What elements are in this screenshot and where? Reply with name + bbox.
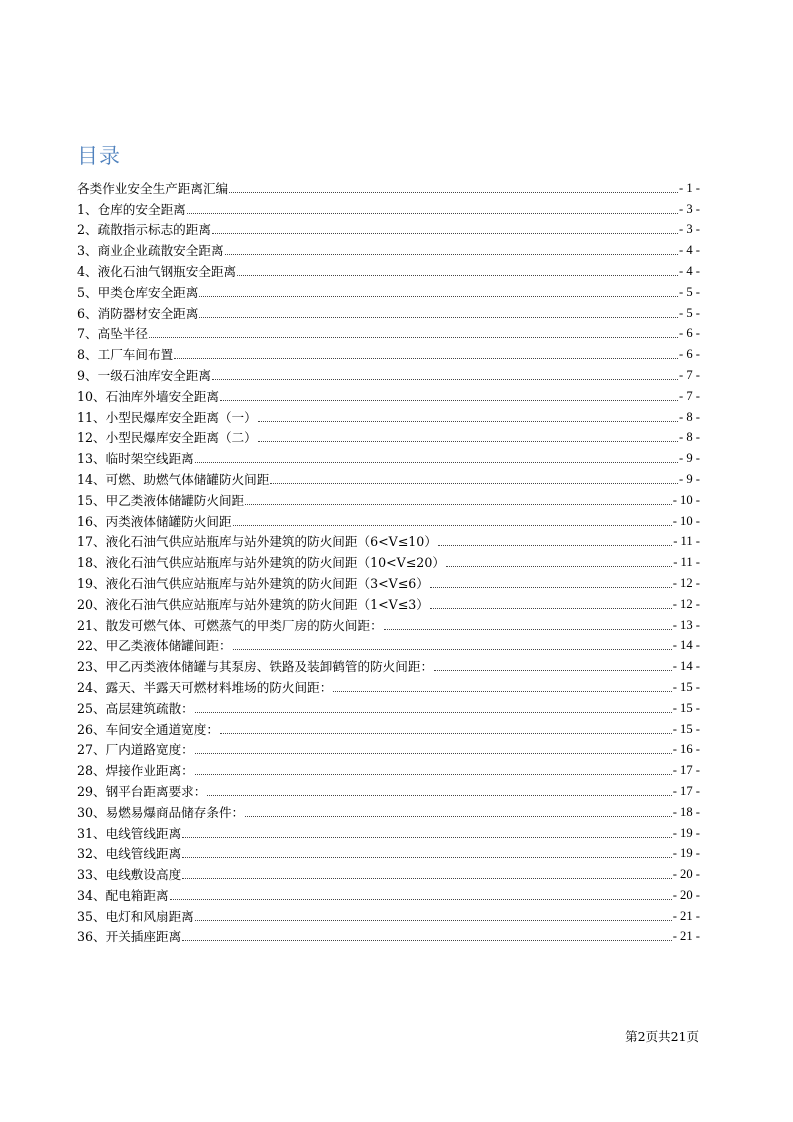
toc-entry-text: 13、临时架空线距离 (77, 451, 194, 467)
toc-dot-leader (446, 565, 672, 567)
toc-dot-leader (182, 836, 672, 838)
toc-title: 目录 (77, 144, 121, 168)
toc-page-number: - 8 - (679, 409, 700, 424)
toc-entry[interactable] (77, 674, 700, 695)
toc-dot-leader (258, 420, 678, 422)
toc-page-number: - 12 - (672, 596, 700, 611)
toc-entry[interactable] (77, 383, 700, 404)
toc-dot-leader (149, 336, 678, 338)
toc-entry[interactable] (77, 549, 700, 570)
toc-dot-leader (195, 752, 672, 754)
toc-entry[interactable] (77, 466, 700, 487)
toc-page-number: - 15 - (672, 721, 700, 736)
toc-entry-text: 20、液化石油气供应站瓶库与站外建筑的防火间距（1<V≤3） (77, 596, 429, 612)
toc-entry-text: 8、工厂车间布置 (77, 347, 174, 363)
toc-entry[interactable] (77, 778, 700, 799)
toc-entry[interactable] (77, 695, 700, 716)
toc-entry-text: 35、电灯和风扇距离 (77, 908, 194, 924)
toc-entry-text: 21、散发可燃气体、可燃蒸气的甲类厂房的防火间距： (77, 617, 383, 633)
toc-page-number: - 11 - (673, 555, 700, 570)
toc-entry[interactable] (77, 237, 700, 258)
toc-entry-text: 29、钢平台距离要求： (77, 783, 207, 799)
toc-dot-leader (182, 856, 672, 858)
toc-entry[interactable] (77, 196, 700, 217)
toc-page-number: - 13 - (672, 617, 700, 632)
toc-page-number: - 7 - (679, 388, 700, 403)
toc-entry[interactable] (77, 529, 700, 550)
toc-entry-text: 19、液化石油气供应站瓶库与站外建筑的防火间距（3<V≤6） (77, 575, 429, 591)
toc-entry[interactable] (77, 612, 700, 633)
toc-page-number: - 20 - (672, 867, 700, 882)
toc-dot-leader (430, 586, 672, 588)
toc-entry-text: 31、电线管线距离 (77, 825, 182, 841)
toc-entry-text: 各类作业安全生产距离汇编 (77, 180, 229, 196)
toc-dot-leader (258, 440, 678, 442)
toc-entry-text: 25、高层建筑疏散： (77, 700, 194, 716)
toc-dot-leader (195, 711, 672, 713)
toc-entry[interactable] (77, 924, 700, 945)
toc-entry[interactable] (77, 570, 700, 591)
toc-entry-text: 33、电线敷设高度 (77, 867, 182, 883)
toc-dot-leader (430, 607, 672, 609)
toc-entry-text: 15、甲乙类液体储罐防火间距 (77, 492, 245, 508)
toc-page-number: - 3 - (679, 222, 700, 237)
toc-entry[interactable] (77, 757, 700, 778)
toc-list (77, 175, 700, 944)
toc-entry-text: 18、液化石油气供应站瓶库与站外建筑的防火间距（10<V≤20） (77, 555, 445, 571)
toc-dot-leader (212, 378, 678, 380)
toc-page-number: - 19 - (672, 825, 700, 840)
toc-dot-leader (174, 357, 678, 359)
toc-entry-text: 14、可燃、助燃气体储罐防火间距 (77, 471, 270, 487)
toc-page-number: - 5 - (679, 284, 700, 299)
toc-entry-text: 2、疏散指示标志的距离 (77, 222, 211, 238)
toc-dot-leader (233, 524, 672, 526)
toc-entry[interactable] (77, 799, 700, 820)
toc-page-number: - 19 - (672, 846, 700, 861)
toc-page-number: - 6 - (679, 326, 700, 341)
toc-page-number: - 17 - (672, 783, 700, 798)
toc-dot-leader (229, 191, 678, 193)
toc-dot-leader (195, 919, 672, 921)
toc-entry-text: 10、石油库外墙安全距离 (77, 388, 219, 404)
toc-dot-leader (199, 295, 678, 297)
toc-dot-leader (434, 669, 672, 671)
toc-page-number: - 14 - (672, 659, 700, 674)
toc-entry-text: 24、露天、半露天可燃材料堆场的防火间距： (77, 679, 333, 695)
toc-entry-text: 17、液化石油气供应站瓶库与站外建筑的防火间距（6<V≤10） (77, 534, 437, 550)
toc-entry[interactable] (77, 653, 700, 674)
toc-entry[interactable] (77, 341, 700, 362)
toc-page-number: - 9 - (679, 451, 700, 466)
toc-page-number: - 17 - (672, 763, 700, 778)
toc-dot-leader (225, 253, 678, 255)
toc-dot-leader (195, 461, 678, 463)
toc-entry-text: 28、焊接作业距离： (77, 763, 194, 779)
toc-entry[interactable] (77, 321, 700, 342)
toc-page-number: - 18 - (672, 804, 700, 819)
toc-page-number: - 9 - (679, 471, 700, 486)
toc-page-number: - 4 - (679, 243, 700, 258)
toc-entry[interactable] (77, 362, 700, 383)
toc-page-number: - 20 - (672, 887, 700, 902)
toc-dot-leader (245, 503, 672, 505)
toc-entry[interactable] (77, 445, 700, 466)
toc-entry[interactable] (77, 861, 700, 882)
toc-dot-leader (182, 877, 672, 879)
toc-entry-text: 3、商业企业疏散安全距离 (77, 243, 224, 259)
toc-page-number: - 21 - (672, 908, 700, 923)
toc-entry[interactable] (77, 258, 700, 279)
toc-entry[interactable] (77, 716, 700, 737)
toc-entry[interactable] (77, 508, 700, 529)
toc-page-number: - 14 - (672, 638, 700, 653)
toc-entry[interactable] (77, 820, 700, 841)
toc-entry-text: 16、丙类液体储罐防火间距 (77, 513, 232, 529)
toc-entry[interactable] (77, 175, 700, 196)
toc-entry-text: 7、高坠半径 (77, 326, 148, 342)
toc-dot-leader (384, 628, 672, 630)
toc-dot-leader (170, 898, 672, 900)
toc-entry[interactable] (77, 279, 700, 300)
page-footer: 第2页共21页 (625, 1029, 699, 1044)
toc-page-number: - 8 - (679, 430, 700, 445)
toc-entry[interactable] (77, 882, 700, 903)
toc-dot-leader (207, 794, 671, 796)
toc-entry-text: 11、小型民爆库安全距离（一） (77, 409, 257, 425)
toc-entry-text: 30、易燃易爆商品储存条件： (77, 804, 245, 820)
toc-page-number: - 7 - (679, 367, 700, 382)
toc-entry[interactable] (77, 903, 700, 924)
toc-entry[interactable] (77, 737, 700, 758)
toc-page-number: - 21 - (672, 929, 700, 944)
toc-page-number: - 3 - (679, 201, 700, 216)
toc-dot-leader (220, 399, 678, 401)
toc-page-number: - 6 - (679, 347, 700, 362)
toc-entry[interactable] (77, 487, 700, 508)
toc-dot-leader (220, 732, 672, 734)
toc-entry-text: 1、仓库的安全距离 (77, 201, 186, 217)
toc-dot-leader (199, 316, 678, 318)
toc-page-number: - 1 - (679, 180, 700, 195)
toc-entry[interactable] (77, 217, 700, 238)
toc-dot-leader (212, 232, 678, 234)
toc-dot-leader (182, 939, 672, 941)
toc-entry-text: 23、甲乙丙类液体储罐与其泵房、铁路及装卸鹤管的防火间距： (77, 659, 434, 675)
toc-dot-leader (187, 212, 678, 214)
toc-entry-text: 9、一级石油库安全距离 (77, 367, 211, 383)
toc-dot-leader (233, 648, 672, 650)
toc-entry-text: 4、液化石油气钢瓶安全距离 (77, 263, 237, 279)
toc-dot-leader (195, 773, 672, 775)
toc-entry-text: 6、消防器材安全距离 (77, 305, 199, 321)
toc-entry-text: 27、厂内道路宽度： (77, 742, 194, 758)
toc-dot-leader (438, 544, 672, 546)
toc-entry[interactable] (77, 425, 700, 446)
toc-entry-text: 36、开关插座距离 (77, 929, 182, 945)
toc-entry-text: 5、甲类仓库安全距离 (77, 284, 199, 300)
toc-page-number: - 4 - (679, 263, 700, 278)
toc-dot-leader (237, 274, 678, 276)
toc-entry[interactable] (77, 841, 700, 862)
toc-entry[interactable] (77, 633, 700, 654)
toc-dot-leader (333, 690, 671, 692)
toc-page-number: - 16 - (672, 742, 700, 757)
toc-page-number: - 15 - (672, 679, 700, 694)
toc-page-number: - 11 - (673, 534, 700, 549)
toc-dot-leader (270, 482, 678, 484)
toc-page-number: - 5 - (679, 305, 700, 320)
toc-dot-leader (245, 815, 672, 817)
toc-page-number: - 15 - (672, 700, 700, 715)
toc-page-number: - 10 - (672, 492, 700, 507)
toc-entry-text: 32、电线管线距离 (77, 846, 182, 862)
toc-page-number: - 12 - (672, 575, 700, 590)
toc-entry[interactable] (77, 300, 700, 321)
toc-entry[interactable] (77, 404, 700, 425)
toc-entry-text: 34、配电箱距离 (77, 887, 169, 903)
toc-entry-text: 26、车间安全通道宽度： (77, 721, 219, 737)
toc-entry-text: 22、甲乙类液体储罐间距： (77, 638, 232, 654)
toc-entry[interactable] (77, 591, 700, 612)
toc-page-number: - 10 - (672, 513, 700, 528)
toc-entry-text: 12、小型民爆库安全距离（二） (77, 430, 257, 446)
